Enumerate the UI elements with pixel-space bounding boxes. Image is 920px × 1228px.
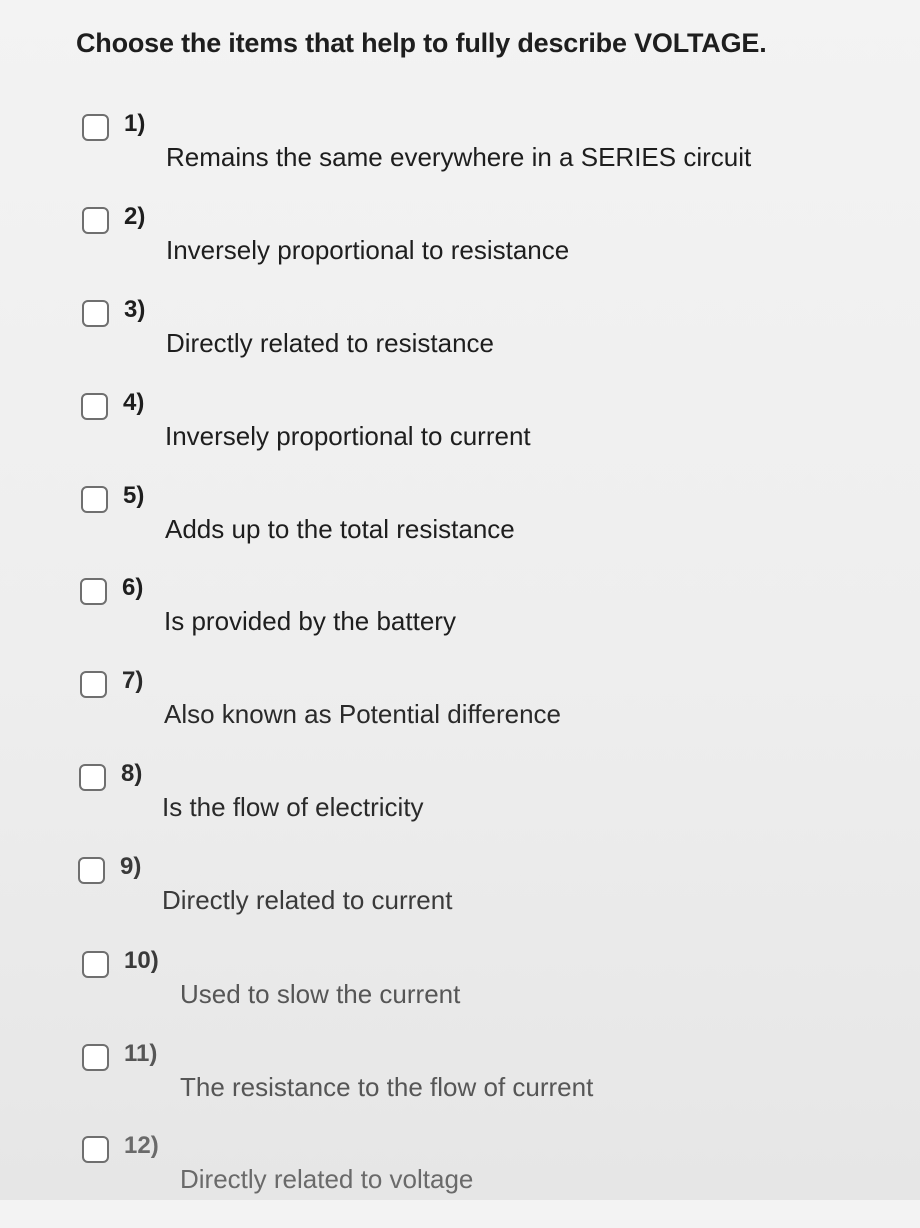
option-number: 10)	[124, 947, 159, 974]
option-number: 6)	[122, 574, 144, 601]
checkbox-option-8[interactable]	[79, 764, 106, 791]
checkbox-option-7[interactable]	[80, 671, 107, 698]
checkbox-option-12[interactable]	[82, 1136, 109, 1163]
option-4[interactable]	[0, 389, 920, 485]
option-label: Inversely proportional to resistance	[166, 235, 570, 265]
option-number: 11)	[124, 1040, 158, 1067]
option-6[interactable]	[0, 574, 920, 670]
checkbox-option-6[interactable]	[80, 578, 107, 605]
checkbox-option-3[interactable]	[82, 300, 109, 327]
option-number: 1)	[124, 110, 146, 137]
option-label: Remains the same everywhere in a SERIES circuit	[166, 142, 752, 172]
checkbox-option-10[interactable]	[82, 951, 109, 978]
option-7[interactable]	[0, 667, 920, 763]
option-8[interactable]	[0, 760, 920, 856]
option-label: The resistance to the flow of current	[180, 1072, 594, 1102]
option-3[interactable]	[0, 296, 920, 392]
option-9[interactable]	[0, 853, 920, 949]
option-number: 9)	[120, 853, 142, 880]
option-number: 7)	[122, 667, 144, 694]
option-label: Inversely proportional to current	[165, 421, 531, 451]
option-number: 2)	[124, 203, 146, 230]
checkbox-option-5[interactable]	[81, 486, 108, 513]
question-text: Choose the items that help to fully describe VOLTAGE.	[76, 28, 767, 58]
option-label: Also known as Potential difference	[164, 699, 561, 729]
option-number: 5)	[123, 482, 145, 509]
checkbox-option-11[interactable]	[82, 1044, 109, 1071]
option-label: Is the flow of electricity	[162, 792, 424, 822]
option-label: Is provided by the battery	[164, 606, 456, 636]
checkbox-option-1[interactable]	[82, 114, 109, 141]
option-label: Used to slow the current	[180, 979, 461, 1009]
option-number: 4)	[123, 389, 145, 416]
checkbox-option-2[interactable]	[82, 207, 109, 234]
option-11[interactable]	[0, 1040, 920, 1136]
option-12[interactable]	[0, 1132, 920, 1228]
option-5[interactable]	[0, 482, 920, 578]
option-10[interactable]	[0, 947, 920, 1043]
option-number: 3)	[124, 296, 146, 323]
option-1[interactable]	[0, 110, 920, 206]
option-number: 12)	[124, 1132, 159, 1159]
option-label: Directly related to resistance	[166, 328, 495, 358]
option-label: Directly related to current	[162, 885, 453, 915]
option-2[interactable]	[0, 203, 920, 299]
checkbox-option-9[interactable]	[78, 857, 105, 884]
option-label: Directly related to voltage	[180, 1164, 474, 1194]
option-number: 8)	[121, 760, 143, 787]
checkbox-option-4[interactable]	[81, 393, 108, 420]
option-label: Adds up to the total resistance	[165, 514, 515, 544]
